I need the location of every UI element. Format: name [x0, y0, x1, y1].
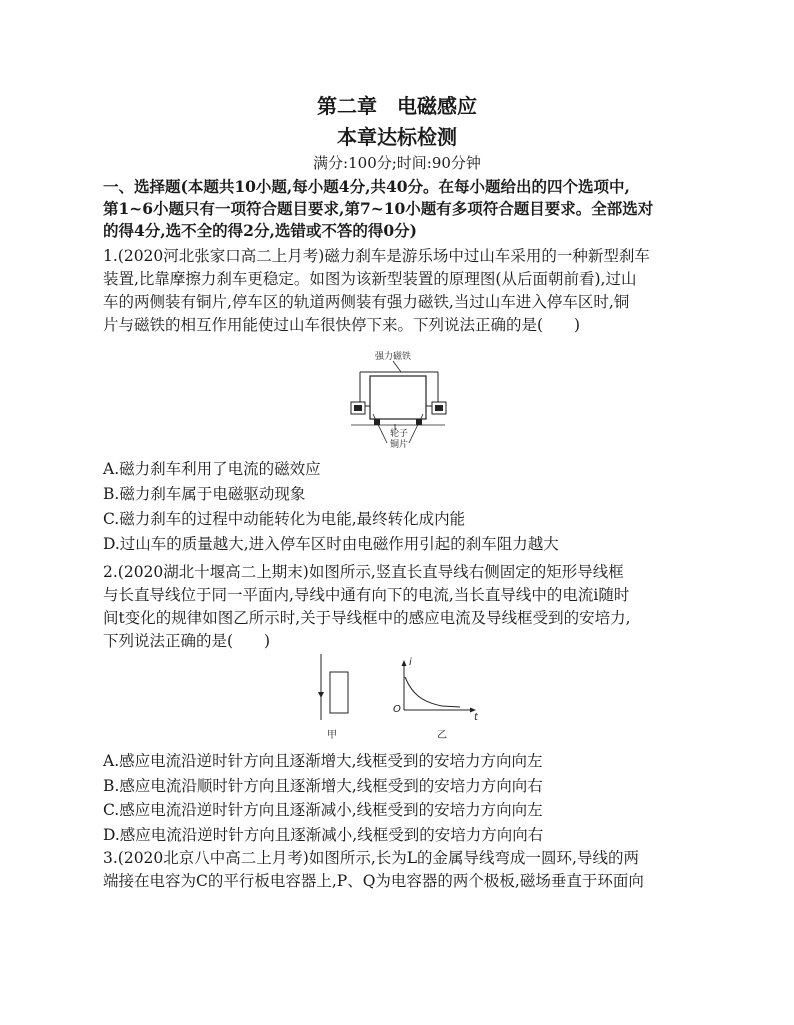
current-decay-curve [405, 677, 460, 707]
text-line: 第1~6小题只有一项符合题目要求,第7~10小题有多项符合题目要求。全部选对 [103, 199, 654, 218]
origin-label: O [393, 704, 401, 715]
rectangular-coil [330, 672, 348, 713]
text-line: 3.(2020北京八中高二上月考)如图所示,长为L的金属导线弯成一圆环,导线的两 [103, 849, 639, 867]
text-line: 1.(2020河北张家口高二上月考)磁力刹车是游乐场中过山车采用的一种新型刹车 [103, 247, 650, 265]
q2-option-d: D.感应电流沿逆时针方向且逐渐减小,线框受到的安培力方向向右 [103, 826, 544, 844]
text-line: 的得4分,选不全的得2分,选错或不答的得0分) [103, 221, 417, 240]
text-line: 间t变化的规律如图乙所示时,关于导线框中的感应电流及导线框受到的安培力, [103, 609, 631, 627]
q2-option-b: B.感应电流沿顺时针方向且逐渐增大,线框受到的安培力方向向右 [103, 777, 543, 795]
text-line: 一、选择题(本题共10小题,每小题4分,共40分。在每小题给出的四个选项中, [103, 177, 630, 196]
q1-option-b: B.磁力刹车属于电磁驱动现象 [103, 485, 306, 503]
magnet-label: 强力磁铁 [375, 352, 412, 362]
magnet-leader-line [393, 361, 401, 372]
q1-option-d: D.过山车的质量越大,进入停车区时由电磁作用引起的刹车阻力越大 [103, 535, 559, 553]
figure-yi-label: 乙 [437, 730, 447, 741]
section-1-instructions [103, 176, 693, 242]
text-line: 车的两侧装有铜片,停车区的轨道两侧装有强力磁铁,当过山车进入停车区时,铜 [103, 293, 630, 311]
score-time-info: 满分:100分;时间:90分钟 [313, 154, 481, 172]
text-line: 端接在电容为C的平行板电容器上,P、Q为电容器的两个极板,磁场垂直于环面向 [103, 872, 644, 890]
q2-option-c: C.感应电流沿逆时针方向且逐渐减小,线框受到的安培力方向向左 [103, 801, 543, 819]
t-axis-label: t [474, 712, 478, 723]
text-line: 片与磁铁的相互作用能使过山车很快停下来。下列说法正确的是( ) [103, 316, 581, 334]
q2-option-a: A.感应电流沿逆时针方向且逐渐增大,线框受到的安培力方向向左 [103, 752, 543, 770]
question-2-stem [103, 561, 693, 653]
question-3-stem [103, 847, 693, 893]
q1-option-a: A.磁力刹车利用了电流的磁效应 [103, 460, 321, 478]
text-line: 与长直导线位于同一平面内,导线中通有向下的电流,当长直导线中的电流i随时 [103, 586, 630, 604]
current-down-arrow [318, 692, 324, 698]
text-line: 2.(2020湖北十堰高二上期末)如图所示,竖直长直导线右侧固定的矩形导线框 [103, 563, 624, 581]
i-axis-label: i [409, 657, 412, 668]
wheel-label: 轮子 [390, 429, 409, 439]
text-line: 装置,比靠摩擦力刹车更稳定。如图为该新型装置的原理图(从后面朝前看),过山 [103, 270, 637, 288]
chapter-title: 第二章 电磁感应 [317, 94, 477, 118]
question-1-stem [103, 245, 693, 337]
coaster-body [370, 376, 426, 419]
figure-jia-label: 甲 [327, 730, 337, 741]
left-magnet-core [354, 405, 362, 411]
right-magnet-core [435, 405, 443, 411]
i-axis-arrow [402, 660, 407, 666]
q1-option-c: C.磁力刹车的过程中动能转化为电能,最终转化成内能 [103, 510, 466, 528]
test-title: 本章达标检测 [337, 125, 457, 149]
copper-label: 铜片 [390, 440, 409, 449]
question-2-figure [300, 650, 490, 744]
question-1-figure [343, 346, 453, 449]
text-line: 下列说法正确的是( ) [103, 632, 271, 650]
